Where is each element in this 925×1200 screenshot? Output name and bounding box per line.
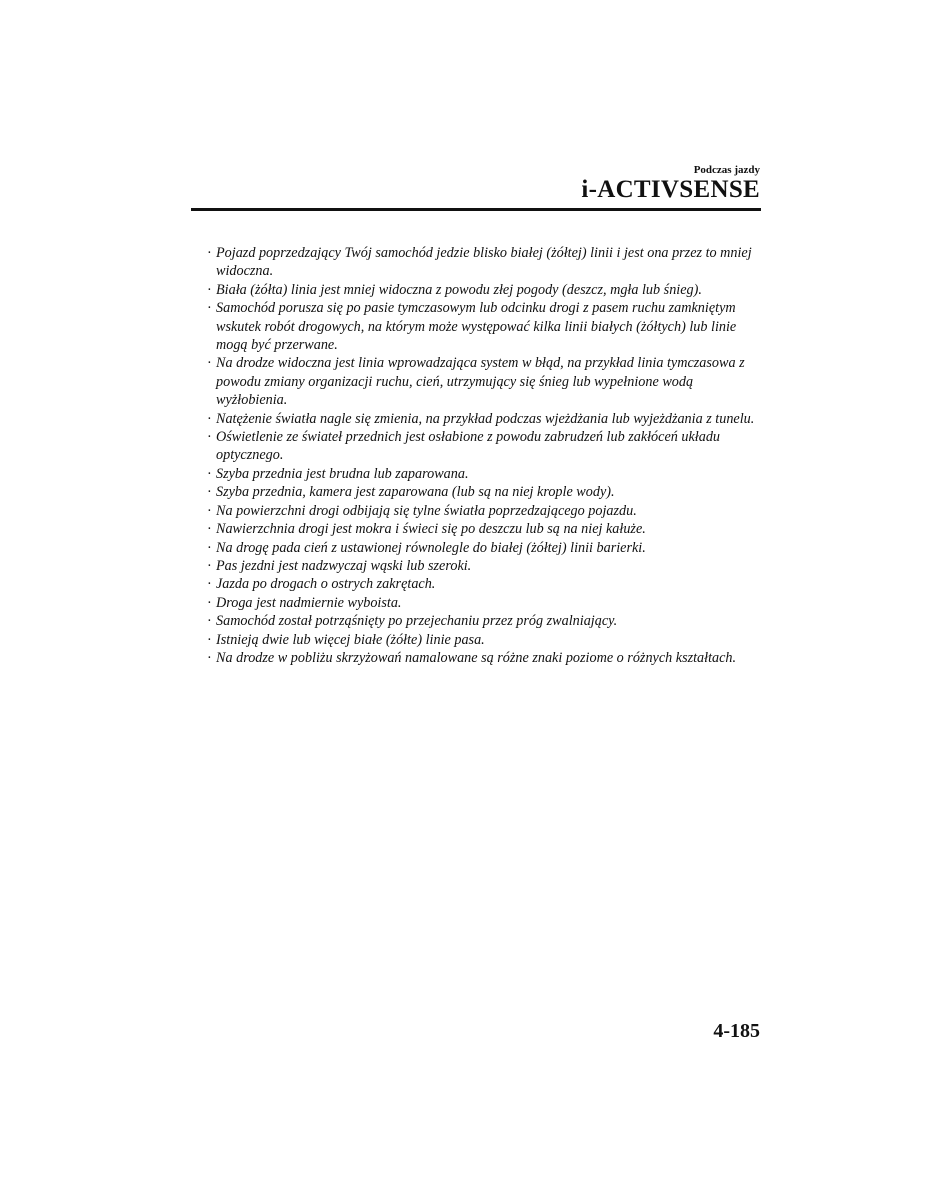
list-item-text: Szyba przednia jest brudna lub zaparowana.: [216, 465, 469, 482]
bullet-marker: ·: [207, 594, 212, 611]
list-item: [207, 428, 763, 465]
bullet-marker: ·: [207, 245, 212, 261]
bullet-marker: ·: [207, 484, 212, 501]
header-rule: [191, 208, 761, 211]
list-item-text: Nawierzchnia drogi jest mokra i świeci się po deszczu lub są na niej kałuże.: [216, 521, 646, 538]
bullet-marker: ·: [207, 281, 212, 298]
list-item: [207, 502, 763, 520]
bullet-marker: ·: [207, 410, 212, 427]
list-item-text: Pas jezdni jest nadzwyczaj wąski lub szeroki.: [216, 557, 472, 574]
list-item: [207, 539, 763, 557]
list-item: [207, 281, 763, 299]
list-item: [207, 631, 763, 649]
bullet-marker: ·: [207, 465, 212, 482]
list-item-text: Samochód został potrząśnięty po przejechaniu przez próg zwalniający.: [216, 613, 618, 630]
list-item: [207, 299, 763, 354]
bullet-marker: ·: [207, 521, 212, 538]
bullet-marker: ·: [207, 355, 212, 372]
list-item-text: Na drogę pada cień z ustawionej równolegle do białej (żółtej) linii barierki.: [216, 539, 646, 556]
bullet-marker: ·: [207, 576, 212, 593]
list-item-text: Istnieją dwie lub więcej białe (żółte) linie pasa.: [216, 631, 485, 648]
bullet-marker: ·: [207, 649, 212, 666]
list-item-text: Natężenie światła nagle się zmienia, na przykład podczas wjeżdżania lub wyjeżdżania z tunelu.: [216, 410, 755, 427]
list-item-text: Droga jest nadmiernie wyboista.: [216, 594, 402, 611]
list-item: [207, 354, 763, 409]
list-item: [207, 244, 763, 281]
list-item: [207, 594, 763, 612]
list-item: [207, 520, 763, 538]
list-item-text: Pojazd poprzedzający Twój samochód jedzie blisko białej (żółtej) linii i jest ona przez to mniej widoczna.: [216, 245, 752, 280]
list-item: [207, 483, 763, 501]
chapter-title: i-ACTIVSENSE: [581, 176, 760, 203]
bullet-marker: ·: [207, 539, 212, 556]
list-item: [207, 465, 763, 483]
section-title: Podczas jazdy: [693, 164, 760, 176]
list-item-text: Oświetlenie ze świateł przednich jest osłabione z powodu zabrudzeń lub zakłóceń układu optycznego.: [216, 429, 721, 464]
list-item-text: Na drodze w pobliżu skrzyżowań namalowane są różne znaki poziome o różnych kształtach.: [216, 649, 737, 666]
bullet-marker: ·: [207, 613, 212, 630]
bullet-marker: ·: [207, 502, 212, 519]
page-number: 4-185: [713, 1020, 760, 1042]
list-item: [207, 612, 763, 630]
list-item-text: Na drodze widoczna jest linia wprowadzająca system w błąd, na przykład linia tymczasowa z powodu zmiany organizacji ruchu, cień, utrzymujący się śnieg lub wypełnione wodą wyżłobienia.: [216, 355, 745, 409]
list-item-text: Biała (żółta) linia jest mniej widoczna z powodu złej pogody (deszcz, mgła lub śnieg).: [216, 281, 702, 298]
list-item: [207, 649, 763, 667]
list-item-text: Jazda po drogach o ostrych zakrętach.: [216, 576, 436, 593]
bullet-marker: ·: [207, 429, 212, 446]
list-item: [207, 557, 763, 575]
bullet-marker: ·: [207, 300, 212, 317]
list-item: [207, 575, 763, 593]
bullet-marker: ·: [207, 631, 212, 648]
list-item: [207, 410, 763, 428]
bullet-marker: ·: [207, 557, 212, 574]
list-item-text: Samochód porusza się po pasie tymczasowym lub odcinku drogi z pasem ruchu zamkniętym wskutek robót drogowych, na którym może występować kilka linii białych (żółtych) lub linie mogą być przerwane.: [216, 300, 737, 354]
list-item-text: Szyba przednia, kamera jest zaparowana (lub są na niej krople wody).: [216, 484, 615, 501]
condition-list: [207, 244, 763, 667]
list-item-text: Na powierzchni drogi odbijają się tylne światła poprzedzającego pojazdu.: [216, 502, 637, 519]
